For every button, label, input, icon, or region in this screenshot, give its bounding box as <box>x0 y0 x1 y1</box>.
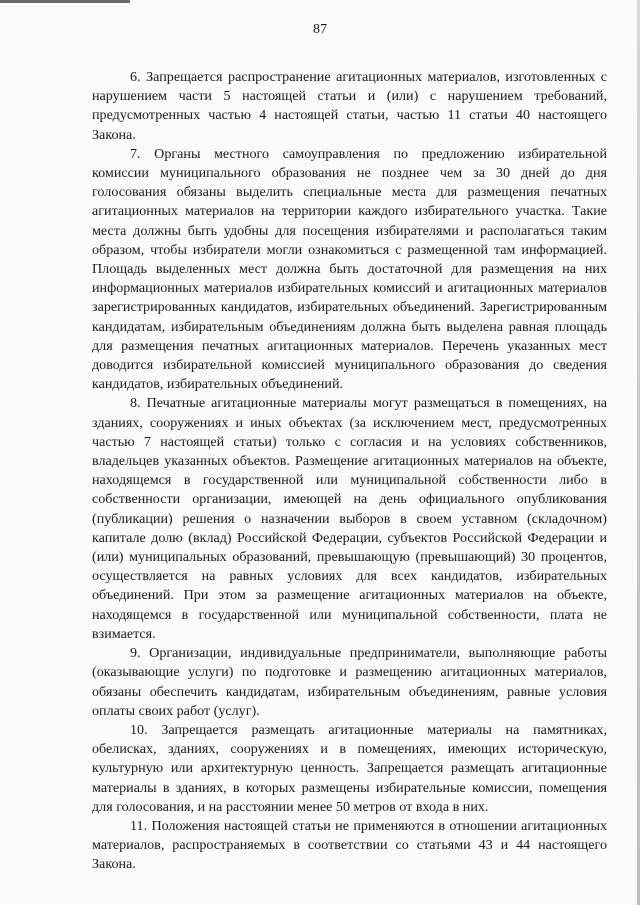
paragraph-8: 8. Печатные агитационные материалы могут размещаться в помещениях, на зданиях, сооружениях и иных объектах (за исключением мест, предусмотренных частью 7 настоящей статьи) только с согласия и на условиях собственников, владельцев указанных объектов. Размещение агитационных материалов на объекте, находящемся в государственной или муниципальной собственности либо в собственности организации, имеющей на день официального опубликования (публикации) решения о назначении выборов в своем уставном (складочном) капитале долю (вклад) Российской Федерации, субъектов Российской Федерации и (или) муниципальных образований, превышающую (превышающий) 30 процентов, осуществляется на равных условиях для всех кандидатов, избирательных объединений. При этом за размещение агитационных материалов на объекте, находящемся в государственной или муниципальной собственности, плата не взимается. <box>92 395 607 642</box>
page-number: 87 <box>313 22 327 37</box>
paragraph-6: 6. Запрещается распространение агитационных материалов, изготовленных с нарушением части 5 настоящей статьи и (или) с нарушением требований, предусмотренных частью 4 настоящей статьи, частью 11 статьи 40 настоящего Закона. <box>92 69 607 143</box>
paragraph-9: 9. Организации, индивидуальные предприниматели, выполняющие работы (оказывающие услуги) по подготовке и размещению агитационных материалов, обязаны обеспечить кандидатам, избирательным объединениям, равные условия оплаты своих работ (услуг). <box>92 645 607 719</box>
paragraph-11: 11. Положения настоящей статьи не применяются в отношении агитационных материалов, распространяемых в соответствии со статьями 43 и 44 настоящего Закона. <box>92 817 607 873</box>
document-body <box>92 68 607 875</box>
scan-artifact-line <box>0 0 130 3</box>
paragraph-7: 7. Органы местного самоуправления по предложению избирательной комиссии муниципального образования не позднее чем за 30 дней до дня голосования обязаны выделить специальные места для размещения печатных агитационных материалов на территории каждого избирательного участка. Такие места должны быть удобны для посещения избирателями и располагаться таким образом, чтобы избиратели могли ознакомиться с размещенной там информацией. Площадь выделенных мест должна быть достаточной для размещения на них информационных материалов избирательных комиссий и агитационных материалов зарегистрированных кандидатов, избирательных объединений. Зарегистрированным кандидатам, избирательным объединениям должна быть выделена равная площадь для размещения печатных агитационных материалов. Перечень указанных мест доводится избирательной комиссией муниципального образования до сведения кандидатов, избирательных объединений. <box>92 145 607 393</box>
paragraph-10: 10. Запрещается размещать агитационные материалы на памятниках, обелисках, зданиях, сооружениях и в помещениях, имеющих историческую, культурную или архитектурную ценность. Запрещается размещать агитационные материалы в зданиях, в которых размещены избирательные комиссии, помещения для голосования, и на расстоянии менее 50 метров от входа в них. <box>92 721 607 815</box>
